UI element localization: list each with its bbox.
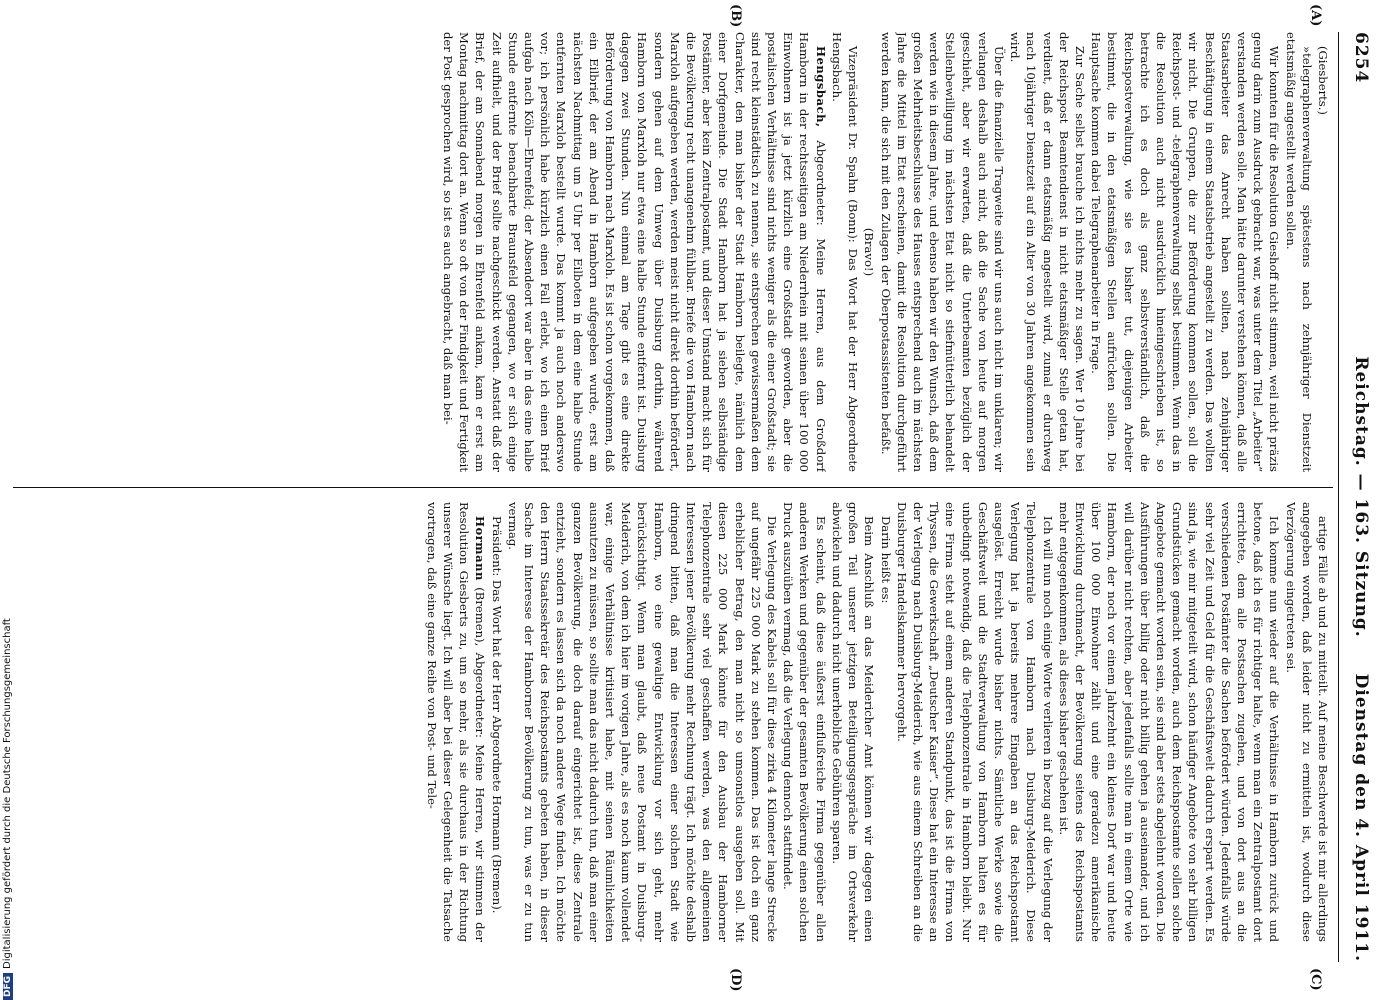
paragraph-text: artige Fälle ab und zu mitteilt. Auf meine Beschwerde ist mir allerdings angegeben worden, daß leider nicht zu ermitteln ist, wodurch diese Verzögerung eingetreten sei. [1283, 502, 1330, 942]
paragraph [1088, 32, 1282, 472]
paragraph [1007, 32, 1088, 472]
paragraph-text: (Giesberts.) [1316, 46, 1330, 115]
paragraph [780, 502, 829, 942]
margin-marker-c: (C) [1308, 968, 1323, 991]
column-divider [13, 487, 1333, 488]
paragraph-text: »telegraphenverwaltung spätestens nach zehnjähriger Dienstzeit etatsmäßig angestellt werden sollen. [1283, 32, 1314, 472]
paragraph [1315, 32, 1331, 472]
page-number: 6254 [1351, 32, 1371, 84]
page-title: Reichstag. — 163. Sitzung. [1351, 356, 1371, 638]
header-rule [1338, 32, 1339, 962]
digitization-note [2, 0, 13, 1000]
left-column [11, 32, 1331, 472]
paragraph [1282, 32, 1314, 472]
paragraph [505, 502, 780, 942]
margin-marker-d: (D) [728, 968, 743, 992]
paragraph-text: Darin heißt es: [878, 516, 893, 604]
paragraph-text: (Bremen), Abgeordneter: Meine Herren, wir stimmen der Resolution Giesberts zu, um so mehr, als sie durchaus in der Richtung unserer Wünsche liegt. Ich will aber bei dieser Gelegenheit die Tatsache vortragen, daß eine ganze Reihe von Post- und Tele- [424, 502, 488, 942]
paragraph-text: Abgeordneter: Meine Herren, aus dem Großdorf Hamborn in der rechtsseitigen am Niederrhein mit seinen über 100 000 Einwohnern ist ja jetzt kürzlich eine Großstadt geworden, aber die postalischen Verhältnisse sind nichts weniger als die einer Großstadt; sie sind recht kleinstädtisch zu nennen, sie entsprechen gewissermaßen dem Charakter, den man bisher der Stadt Hamborn beilegte, nämlich dem einer Dorfgemeinde. Die Stadt Hamborn hat ja sieben selbständige Postämter, aber kein Zentralpostamt, und dieser Umstand macht sich für die Bevölkerung recht unangenehm fühlbar. Briefe die von Hamborn nach Marxloh aufgegeben werden, werden meist nicht direkt dorthin befördert, sondern gehen auf dem Umweg über Duisburg dorthin, während Hamborn von Marxloh nur etwa eine halbe Stunde entfernt ist. Duisburg dagegen zwei Stunden. Nun einmal am Tage gibt es eine direkte Beförderung von Hamborn nach Marxloh. Es ist schon vorgekommen, daß ein Eilbrief, der am Abend in Hamborn aufgegeben wurde, erst am nächsten Nachmittag um 5 Uhr per Eilboten in dem eine halbe Stunde entfernten Marxloh bestellt wurde. Das kommt ja auch noch anderswo vor; ich persönlich habe kürzlich einen Fall erlebt, wo ich einen Brief aufgab nach Köln—Ehrenfeld; der Absendeort war aber in das eine halbe Stunde entfernte benachbarte Braunsfeld gegangen, wo er sich einige Zeit aufhielt, und der Brief sollte nachgeschickt werden. Anstatt daß der Brief, der am Sonnabend morgen in Ehrenfeld ankam, kam er erst am Montag nachmittag dort an. Wenn so oft von der Findigkeit und Fertigkeit der Post gesprochen wird, so ist es auch angebracht, daß man bei- [441, 32, 828, 472]
paragraph [424, 502, 489, 942]
paragraph [877, 32, 1007, 472]
speaker-name: Hengsbach, [813, 46, 828, 128]
paragraph-text: Beim Anschluß an das Meidericher Amt können wir dagegen einen großen Teil unserer jetzigen Beteiligungsgespräche im Ortsverkehr abwickeln und dadurch nicht unerhebliche Gebühren sparen. [829, 502, 877, 942]
right-column [11, 502, 1331, 942]
paragraph-text: Präsident: Das Wort hat der Herr Abgeordnete Hormann (Bremen). [489, 516, 504, 914]
paragraph [1282, 502, 1331, 942]
margin-marker-b: (B) [728, 4, 743, 28]
digitization-text: Digitalisierung gefördert durch die Deutsche Forschungsgemeinschaft [2, 618, 13, 969]
paragraph [488, 502, 504, 942]
paragraph [829, 502, 878, 942]
paragraph [829, 32, 861, 472]
paragraph [861, 32, 877, 472]
session-date: Dienstag den 4. April 1911. [1351, 673, 1371, 962]
paragraph-text: Zur Sache selbst brauche ich nichts mehr zu sagen. Wer 10 Jahre bei der Reichspost Beamtendienst in nicht etatsmäßiger Stelle getan hat, verdient, daß er dann etatsmäßig angestellt wird, zumal er durchweg nach 10jähriger Dienstzeit auf ein Alter von 30 Jahren angekommen sein wird. [1008, 32, 1087, 472]
paragraph [894, 502, 1056, 942]
paragraph [1056, 502, 1283, 942]
paragraph-text: Ich komme nun wieder auf die Verhältnisse in Hamborn zurück und betone, daß ich es für richtiger halte, wenn man ein Zentralpostamt dort errichtete, dem alle Postsachen zugehen, und von dort aus an die verschiedenen Postämter die Sachen befördert würden. Jedenfalls würde sehr viel Zeit und Geld für die Geschäftswelt dadurch erspart werden. Es sind ja, wie mir mitgeteilt wird, schon häufiger Angebote von sehr billigen Grundstücken gemacht worden, auch dem Reichspostamte sollen solche Angebote gemacht worden sein, sie sind aber stets abgelehnt worden. Die Ausführungen über billig oder nicht billig gehen ja auseinander, und ich will darüber nicht rechten, aber jedenfalls sollte man in einem Orte wie Hamborn, der noch vor einem Jahrzehnt ein kleines Dorf war und heute über 100 000 Einwohner zählt und eine geradezu amerikanische Entwicklung durchmacht, der Bevölkerung seitens des Reichspostamts mehr entgegenkommen, als dieses bisher geschehen ist. [1056, 502, 1282, 942]
paragraph-text: Vizepräsident Dr. Spahn (Bonn): Das Wort hat der Herr Abgeordnete Hengsbach. [829, 32, 861, 472]
paragraph-text: Wir konnten für die Resolution Gieshoff nicht stimmen, weil nicht präzis genug darin zum Ausdruck gebracht war, was unter dem Titel „Arbeiter“ verstanden werden solle. Man hätte darunter verstehen können, daß alle Staatsarbeiter das Anrecht haben sollten, nach zehnjähriger Beschäftigung in einem Staatsbetrieb angestellt zu werden. Das wollten wir nicht. Die Gruppen, die zur Beförderung kommen sollen, soll die Reichspost- und -telegraphenverwaltung selbst bestimmen. Wenn das in die Resolution auch nicht ausdrücklich hineingeschrieben ist, so betrachte ich es doch als ganz selbstverständlich, daß die Reichspostverwaltung, wie sie es bisher tut, diejenigen Arbeiter bestimmt, die in den etatsmäßigen Stellen aufrücken sollen. Die Hauptsache kommen dabei Telegraphenarbeiter in Frage. [1089, 32, 1282, 472]
margin-marker-a: (A) [1308, 4, 1323, 27]
paragraph-text: Es scheint, daß diese äußerst einflußreiche Firma gegenüber allen anderen Werken und gegenüber der gesamten Bevölkerung einen solchen Druck auszuüben vermag, daß die Verlegung dennoch stattfindet. [781, 502, 828, 942]
paragraph [877, 502, 893, 942]
speaker-name: Hormann [473, 516, 488, 581]
paragraph [440, 32, 829, 472]
running-header [1341, 32, 1371, 962]
paragraph-text: Die Verlegung des Kabels soll für diese zirka 4 Kilometer lange Strecke auf ungefähr 225 000 Mark zu stehen kommen. Das ist doch ein ganz erheblicher Betrag, den man nicht so umsonstlos ausgeben soll. Mit diesen 225 000 Mark könnte für den Ausbau der Hamborner Telephonzentrale sehr viel geschaffen werden, was den allgemeinen Interessen jener Bevölkerung mehr Rechnung trägt. Ich möchte deshalb dringend bitten, daß man die Interessen einer solchen Stadt wie Hamborn, wo eine gewaltige Entwicklung vor sich geht, mehr berücksichtigt. Wenn man glaubt, daß neue Postamt in Duisburg-Meiderich, von dem ich hier im vorigen Jahre, als es noch kaum vollendet war, einige Verhältnisse kritisiert habe, mit seinen Räumlichkeiten ausnutzen zu müssen, so sollte man das nicht dadurch tun, daß man einer ganzen Bevölkerung, die doch darauf eingerichtet ist, diese Zentrale entzieht, sondern es lassen sich da noch andere Wege finden. Ich möchte den Herrn Staatssekretär des Reichspostamts gebeten haben, in dieser Sache im Interesse der Hamborner Bevölkerung zu tun, was er zu tun vermag. [505, 502, 780, 942]
dfg-logo: DFG [3, 973, 13, 1000]
paragraph-text: Über die finanzielle Tragweite sind wir uns auch nicht im unklaren; wir verlangen deshalb auch nicht, daß die Sache von heute auf morgen geschieht, aber wir erwarten, daß die Unterbeamten bezüglich der Stellenbewilligung im nächsten Etat nicht so stiefmütterlich behandelt werden wie in diesem Jahre, und ebenso haben wir den Wunsch, daß dem großen Mehrheitsbeschlusse des Hauses entsprechend auch im nächsten Jahre die Mittel im Etat erscheinen, damit die Resolution durchgeführt werden kann, die sich mit den Zulagen der Oberpostassistenten befaßt. [878, 32, 1006, 472]
paragraph-text: Ich will nun noch einige Worte verlieren in bezug auf die Verlegung der Telephonzentrale von Hamborn nach Duisburg-Meiderich. Diese Verlegung hat ja bereits mehrere Eingaben an das Reichspostamt ausgelöst. Erreicht wurde bisher nichts. Sämtliche Werke sowie die Geschäftswelt und die Stadtverwaltung von Hamborn halten es für unbedingt notwendig, daß die Telephonzentrale in Hamborn bleibt. Nur eine Firma steht auf einem anderen Standpunkt, das ist die Firma von Thyssen, die Gewerkschaft „Deutscher Kaiser“. Diese hat ein Interesse an der Verlegung nach Duisburg-Meiderich, wie aus einem Schreiben an die Duisburger Handelskammer hervorgeht. [894, 502, 1055, 942]
paragraph-text: (Bravo!) [862, 227, 877, 277]
